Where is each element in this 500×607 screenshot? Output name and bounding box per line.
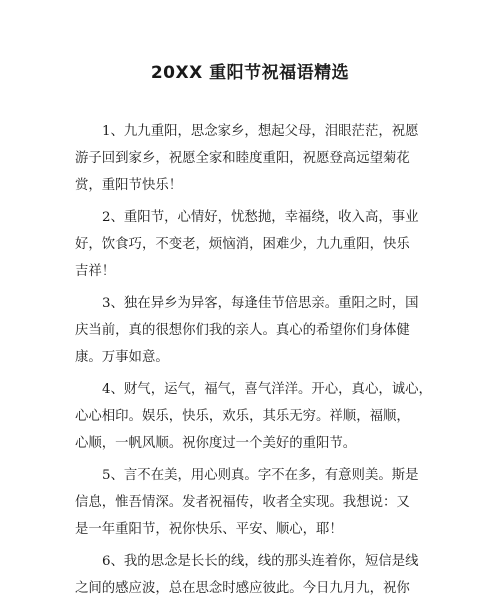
paragraph-line: 心顺，一帆风顺。祝你度过一个美好的重阳节。 xyxy=(75,436,357,451)
paragraph-line: 康。万事如意。 xyxy=(75,350,169,365)
paragraph-line: 好，饮食巧，不变老，烦恼消，困难少，九九重阳，快乐 xyxy=(75,237,410,252)
paragraph-line: 是一年重阳节，祝你快乐、平安、顺心，耶！ xyxy=(75,522,343,537)
paragraph-line: 信息，惟吾情深。发者祝福传，收者全实现。我想说：又 xyxy=(75,495,410,510)
paragraph-1 xyxy=(75,118,435,199)
paragraph-2 xyxy=(75,204,435,285)
document-body xyxy=(75,118,435,607)
paragraph-3 xyxy=(75,290,435,371)
paragraph-line: 赏，重阳节快乐！ xyxy=(75,178,183,193)
paragraph-line: 1、九九重阳，思念家乡，想起父母，泪眼茫茫，祝愿 xyxy=(102,124,419,139)
paragraph-line: 游子回到家乡，祝愿全家和睦度重阳，祝愿登高远望菊花 xyxy=(75,151,410,166)
paragraph-line: 6、我的思念是长长的线，线的那头连着你，短信是线 xyxy=(102,554,419,569)
paragraph-4 xyxy=(75,376,435,457)
paragraph-line: 庆当前，真的很想你们我的亲人。真心的希望你们身体健 xyxy=(75,323,410,338)
paragraph-line: 之间的感应波，总在思念时感应彼此。今日九月九，祝你 xyxy=(75,581,410,596)
paragraph-5 xyxy=(75,462,435,543)
paragraph-line: 吉祥！ xyxy=(75,264,116,279)
paragraph-line: 心心相印。娱乐，快乐，欢乐，其乐无穷。祥顺，福顺， xyxy=(75,409,410,424)
paragraph-line: 3、独在异乡为异客，每逢佳节倍思亲。重阳之时，国 xyxy=(102,296,419,311)
paragraph-line: 4、财气，运气，福气，喜气洋洋。开心，真心，诚心， xyxy=(102,382,432,397)
paragraph-6 xyxy=(75,548,435,602)
document-title: 20XX 重阳节祝福语精选 xyxy=(150,63,350,83)
paragraph-line: 2、重阳节，心情好，忧愁抛，幸福绕，收入高，事业 xyxy=(102,210,419,225)
paragraph-line: 5、言不在美，用心则真。字不在多，有意则美。斯是 xyxy=(102,468,419,483)
